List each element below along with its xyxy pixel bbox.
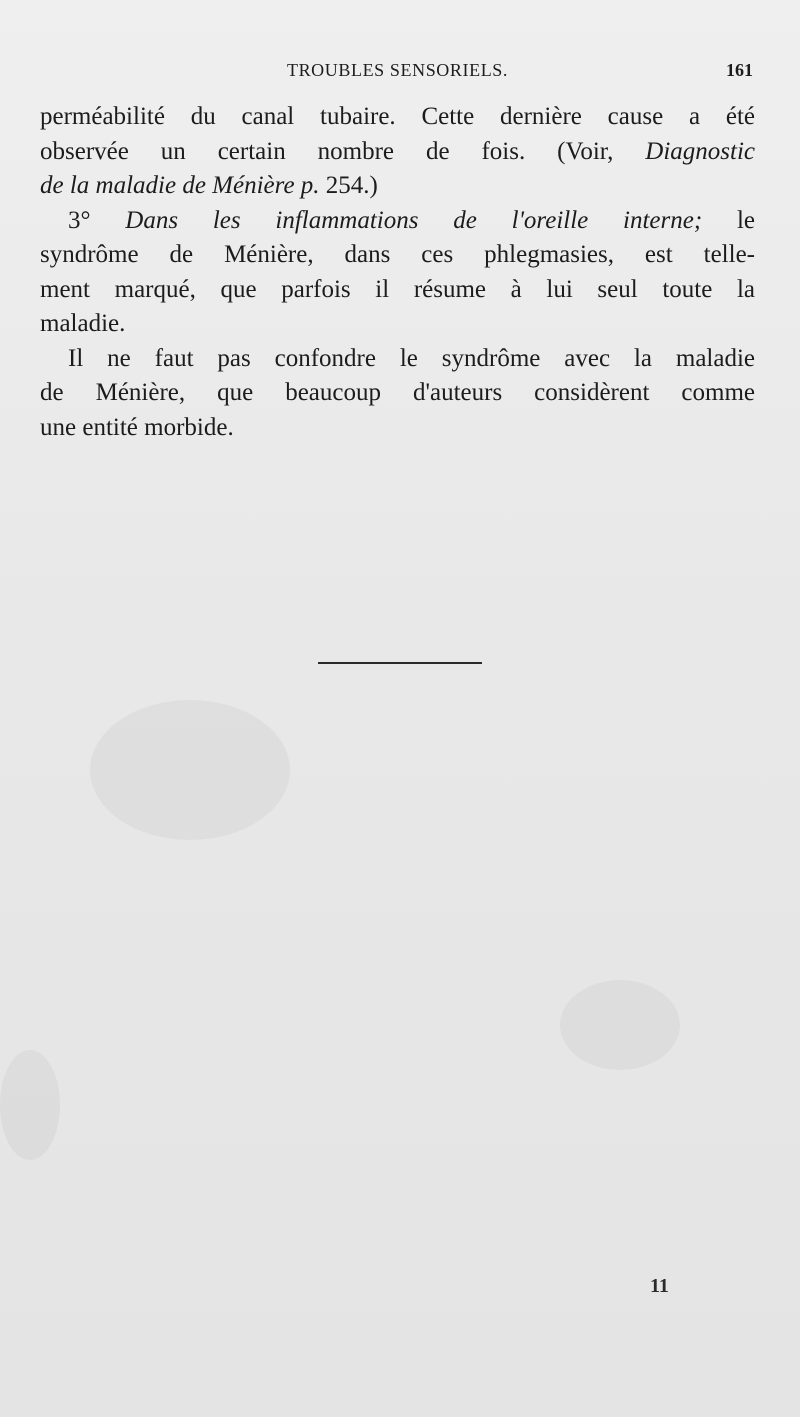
running-title: TROUBLES SENSORIELS. bbox=[286, 60, 509, 80]
text-line: syndrôme de Ménière, dans ces phlegmasies, est telle- bbox=[40, 241, 755, 268]
text-line: perméabilité du canal tubaire. Cette dernière cause a été bbox=[40, 103, 755, 130]
text-line: une entité morbide. bbox=[40, 413, 234, 441]
text-line: Il ne faut pas confondre le syndrôme avec la maladie bbox=[68, 344, 755, 372]
paragraph-2 bbox=[40, 204, 755, 342]
text-line: 3° Dans les inflammations de l'oreille interne; le bbox=[68, 206, 755, 234]
text-block bbox=[40, 100, 755, 445]
page-number: 161 bbox=[726, 60, 753, 80]
section-end-rule bbox=[318, 662, 482, 664]
paragraph-1 bbox=[40, 100, 755, 204]
signature-mark: 11 bbox=[650, 1275, 669, 1297]
paper-stain bbox=[0, 1050, 60, 1160]
paper-stain bbox=[90, 700, 290, 840]
paper-stain bbox=[560, 980, 680, 1070]
text-line: de la maladie de Ménière p. 254.) bbox=[40, 172, 378, 199]
text-line: ment marqué, que parfois il résume à lui seul toute la bbox=[40, 275, 755, 303]
text-line: maladie. bbox=[40, 310, 126, 337]
paragraph-3 bbox=[40, 342, 755, 446]
text-line: observée un certain nombre de fois. (Voir, Diagnostic bbox=[40, 137, 755, 165]
running-head bbox=[40, 60, 755, 88]
text-line: de Ménière, que beaucoup d'auteurs considèrent comme bbox=[40, 379, 755, 406]
